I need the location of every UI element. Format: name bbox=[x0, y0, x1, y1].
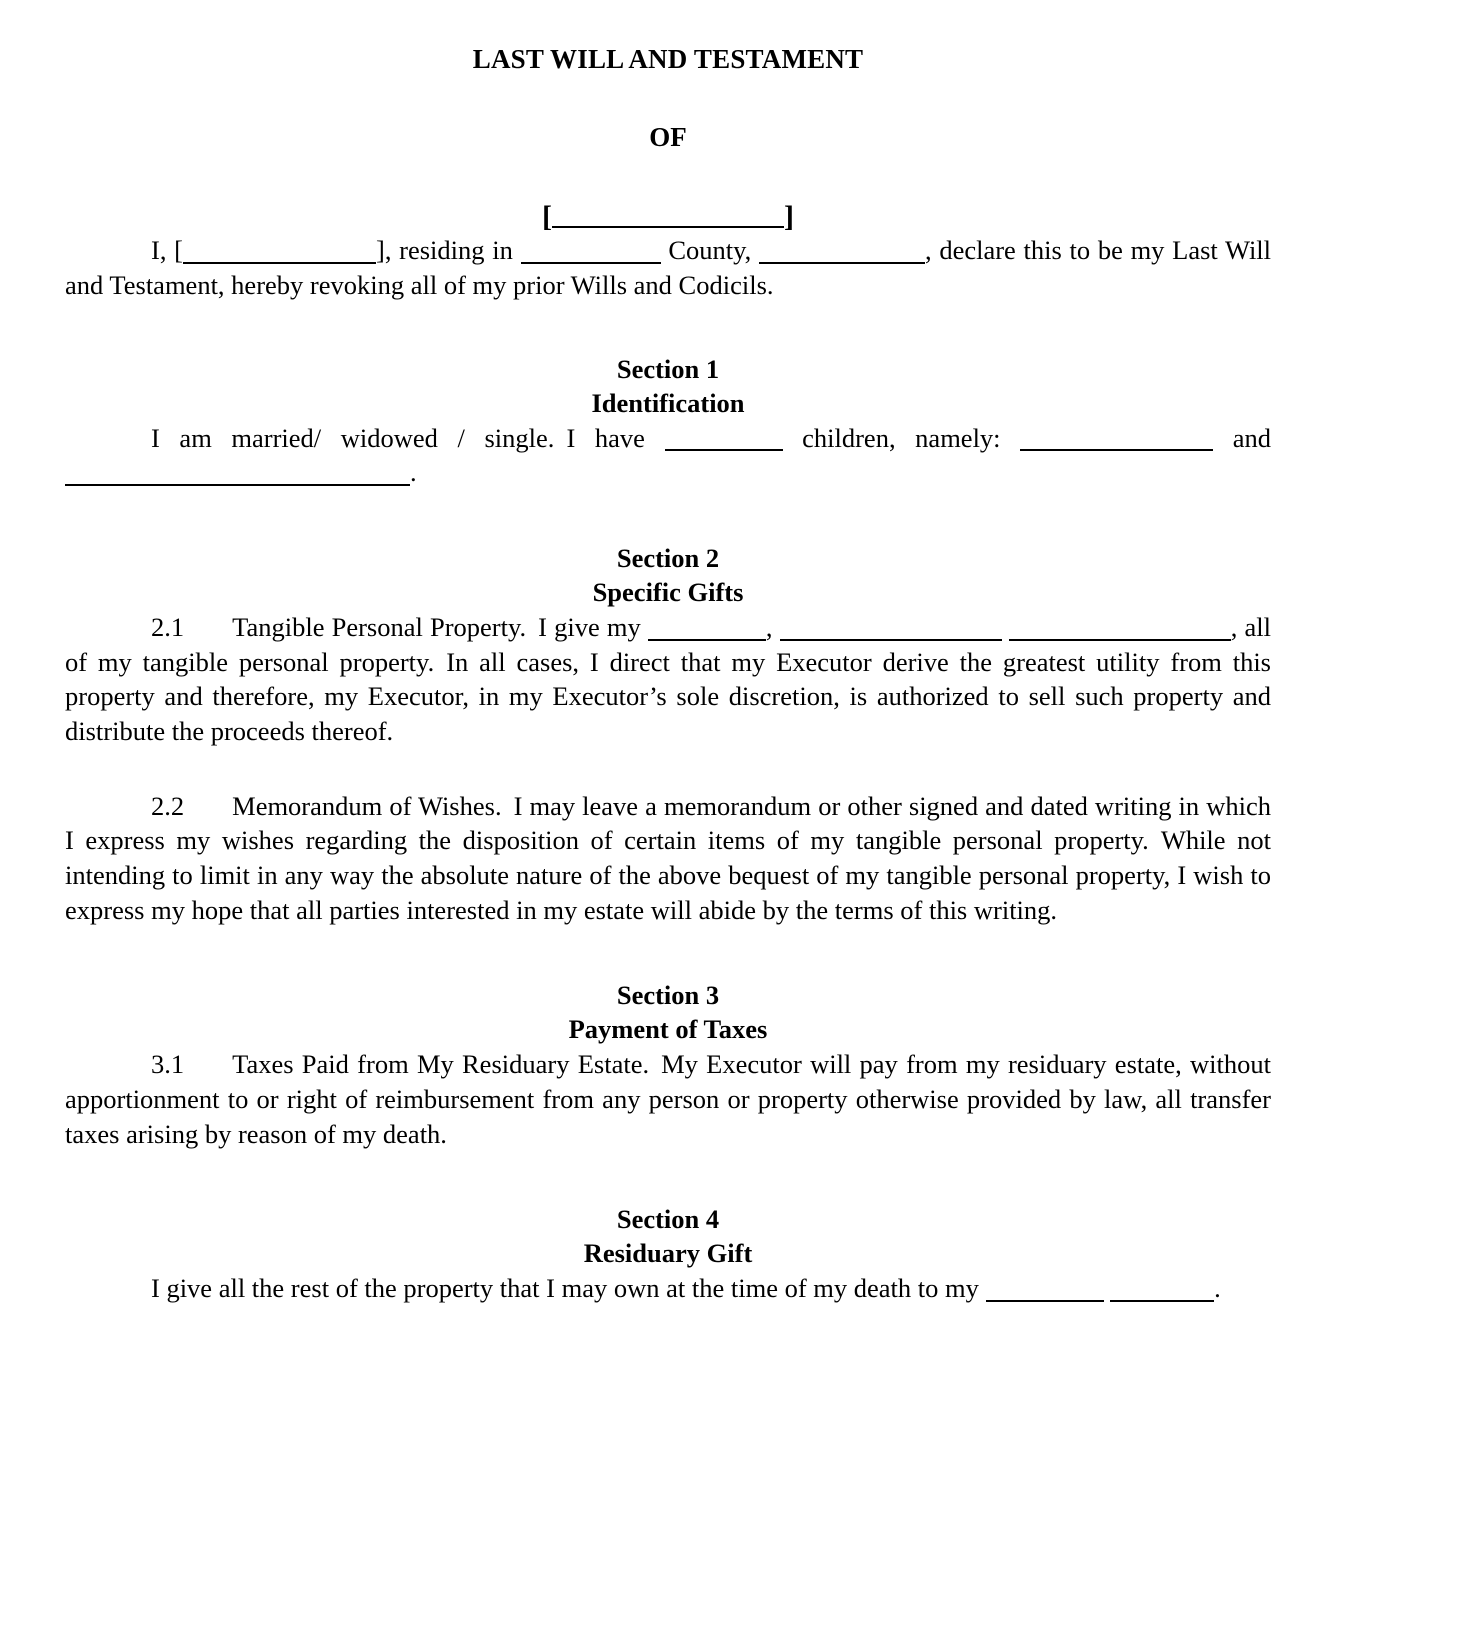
tangible-gift-blank-2[interactable] bbox=[780, 613, 1002, 640]
tangible-gift-blank-1[interactable] bbox=[648, 613, 766, 640]
child-name-blank-1[interactable] bbox=[1020, 424, 1213, 451]
paragraph-2-1-text-b: , all of my tangible personal property. bbox=[65, 611, 1272, 677]
paragraph-3-1-title: Taxes Paid from My Residuary Estate. bbox=[232, 1049, 650, 1080]
paragraph-2-1-comma: , bbox=[765, 611, 773, 642]
intro-after-name: ], residing in bbox=[376, 235, 513, 266]
paragraph-2-1-label: 2.1 bbox=[151, 611, 185, 642]
section-1-period: . bbox=[410, 457, 417, 488]
marital-status-text: I am married/ widowed / single. bbox=[151, 422, 555, 453]
paragraph-3-1-text-a: My Executor will pay from my residuary estate, without apportionment to or right of reimbursement from any person or property otherwise provided by law, all transfer taxes arising by reason of my death. bbox=[65, 1049, 1271, 1149]
residuary-beneficiary-blank-1[interactable] bbox=[986, 1275, 1104, 1302]
intro-county-blank[interactable] bbox=[521, 237, 661, 264]
tangible-gift-blank-3[interactable] bbox=[1009, 613, 1231, 640]
children-and-label: and bbox=[1232, 422, 1272, 453]
children-count-blank[interactable] bbox=[665, 424, 783, 451]
intro-name-blank[interactable] bbox=[183, 237, 376, 264]
paragraph-2-1-text-c: In all cases, I direct that my Executor derive the greatest utility from this property and therefore, my Executor, in my Executor’s sole discretion, is authorized to sell such property and distribute the proceeds thereof. bbox=[65, 646, 1271, 746]
children-namely-label: children, namely: bbox=[802, 422, 1001, 453]
bracket-open: [ bbox=[542, 200, 552, 234]
paragraph-3-1-label: 3.1 bbox=[151, 1049, 185, 1080]
bracket-close: ] bbox=[784, 200, 794, 234]
intro-county-word: County, bbox=[668, 235, 752, 266]
section-3-number: Section 3 bbox=[616, 980, 720, 1011]
residuary-gift-text: I give all the rest of the property that I may own at the time of my death to my bbox=[151, 1273, 979, 1304]
section-2-number: Section 2 bbox=[616, 543, 720, 573]
intro-paragraph bbox=[65, 233, 1271, 302]
name-fill-line[interactable] bbox=[552, 204, 784, 228]
child-name-blank-2[interactable] bbox=[65, 459, 410, 486]
testator-name-blank[interactable] bbox=[542, 200, 794, 233]
intro-state-blank[interactable] bbox=[759, 237, 925, 264]
section-2-heading: Specific Gifts bbox=[592, 576, 744, 607]
paragraph-2-2-label: 2.2 bbox=[151, 790, 185, 821]
intro-lead: I, [ bbox=[151, 235, 183, 266]
document-content bbox=[65, 0, 1271, 1306]
of-label: OF bbox=[649, 121, 687, 152]
paragraph-2-2-title: Memorandum of Wishes. bbox=[232, 790, 502, 821]
section-4-heading: Residuary Gift bbox=[583, 1238, 753, 1269]
paragraph-2-2-text-a: I may leave a memorandum or other signed and dated writing in which I express my wishes regarding the disposition of certain items of my tangible personal property. bbox=[65, 790, 1271, 856]
section-4-number: Section 4 bbox=[616, 1204, 720, 1235]
section-1-number: Section 1 bbox=[616, 353, 720, 384]
paragraph-2-1-text-a: I give my bbox=[538, 611, 641, 642]
testator-name-blank-row bbox=[65, 200, 1271, 233]
paragraph-3-1 bbox=[65, 1047, 1271, 1151]
residuary-beneficiary-blank-2[interactable] bbox=[1110, 1275, 1214, 1302]
section-1-heading: Identification bbox=[591, 387, 745, 418]
paragraph-2-2 bbox=[65, 789, 1271, 928]
paragraph-2-2-text-b: While not intending to limit in any way the absolute nature of the above bequest of my tangible personal property, I wish to express my hope that all parties interested in my estate will abide by the terms of this writing. bbox=[65, 825, 1271, 925]
intro-tail: , declare this to be my Last Will and Testament, hereby revoking all of my prior Wills and Codicils. bbox=[65, 235, 1272, 301]
section-4-period: . bbox=[1214, 1273, 1221, 1304]
paragraph-2-1-title: Tangible Personal Property. bbox=[232, 611, 527, 642]
section-4-paragraph bbox=[65, 1271, 1271, 1306]
section-1-paragraph bbox=[65, 421, 1271, 490]
children-count-label: I have bbox=[566, 422, 645, 453]
page-title: LAST WILL AND TESTAMENT bbox=[472, 44, 864, 74]
section-3-heading: Payment of Taxes bbox=[568, 1014, 768, 1045]
paragraph-2-1 bbox=[65, 610, 1271, 749]
